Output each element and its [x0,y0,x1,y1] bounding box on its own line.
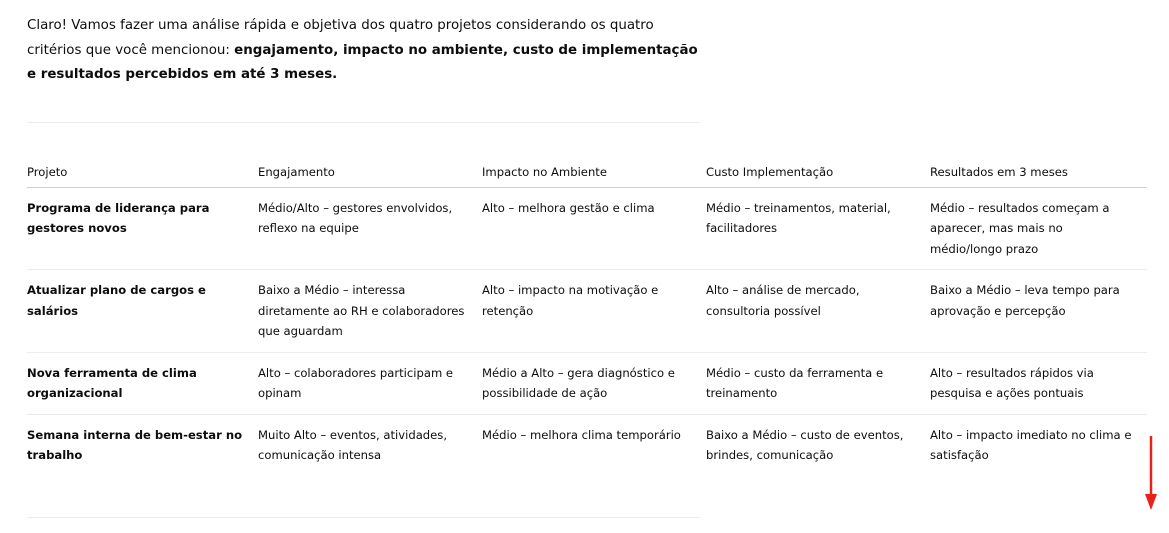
cell-resultados: Médio – resultados começam a aparecer, mas mais no médio/longo prazo [930,187,1147,270]
cell-impacto: Médio – melhora clima temporário [482,427,681,442]
cell-custo: Baixo a Médio – custo de eventos, brindes, comunicação [706,427,904,462]
cell-engajamento: Muito Alto – eventos, atividades, comunicação intensa [258,427,448,462]
table-row [27,352,1147,414]
cell-custo: Médio – treinamentos, material, facilitadores [706,187,930,270]
header-engajamento: Engajamento [258,158,482,187]
header-impacto: Impacto no Ambiente [482,158,706,187]
cell-impacto: Alto – melhora gestão e clima [482,187,706,270]
cell-impacto: Alto – impacto na motivação e retenção [482,270,706,353]
header-custo: Custo Implementação [706,158,930,187]
cell-project: Programa de liderança para gestores novos [27,187,258,270]
project-comparison-table [27,158,1147,476]
cell-resultados: Alto – impacto imediato no clima e satisfação [930,427,1132,462]
divider-top [27,122,700,123]
table-row [27,270,1147,353]
table-row [27,414,1147,476]
cell-project: Atualizar plano de cargos e salários [27,270,258,353]
cell-impacto: Médio a Alto – gera diagnóstico e possibilidade de ação [482,352,706,414]
cell-engajamento: Médio/Alto – gestores envolvidos, reflexo na equipe [258,187,482,270]
intro-paragraph [27,14,707,88]
table-header-row [27,158,1147,187]
table-row [27,187,1147,270]
scroll-down-arrow-icon [1144,436,1158,510]
intro-text: Claro! Vamos fazer uma análise rápida e objetiva dos quatro projetos considerando os quatro critérios que você mencionou: [27,18,654,58]
cell-project: Semana interna de bem-estar no trabalho [27,427,243,462]
cell-project: Nova ferramenta de clima organizacional [27,352,258,414]
cell-engajamento: Alto – colaboradores participam e opinam [258,352,482,414]
arrow-head [1145,494,1157,510]
cell-resultados: Alto – resultados rápidos via pesquisa e ações pontuais [930,352,1147,414]
header-resultados: Resultados em 3 meses [930,158,1147,187]
cell-resultados: Baixo a Médio – leva tempo para aprovação e percepção [930,270,1147,353]
cell-custo: Médio – custo da ferramenta e treinamento [706,352,930,414]
cell-custo: Alto – análise de mercado, consultoria possível [706,270,930,353]
header-projeto: Projeto [27,158,258,187]
cell-engajamento: Baixo a Médio – interessa diretamente ao RH e colaboradores que aguardam [258,270,482,353]
intro-criteria: engajamento, impacto no ambiente, custo de implementação e resultados percebidos em até 3 meses. [27,42,698,82]
divider-bottom [27,517,700,518]
